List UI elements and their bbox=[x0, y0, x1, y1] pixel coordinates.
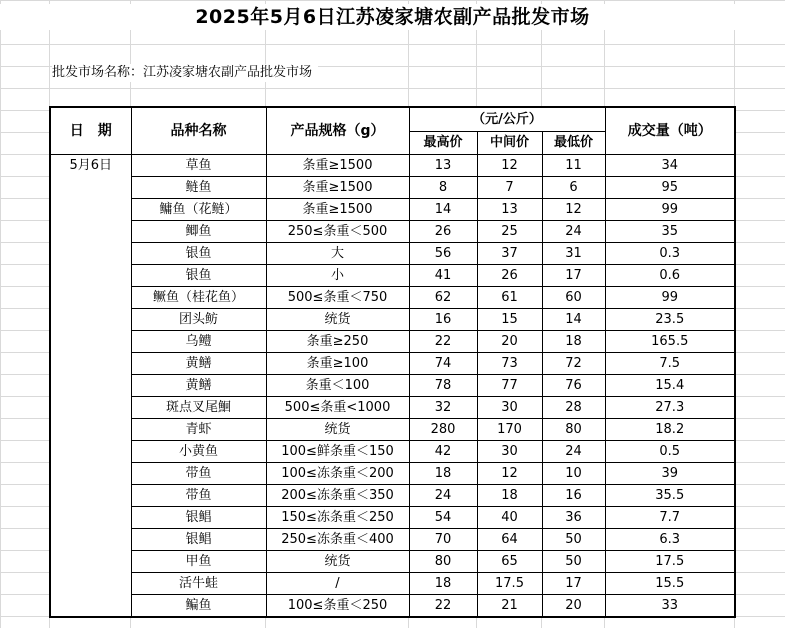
cell-mid: 25 bbox=[477, 221, 542, 243]
table-row bbox=[50, 529, 735, 551]
cell-mid: 21 bbox=[477, 595, 542, 618]
cell-high: 56 bbox=[409, 243, 477, 265]
cell-volume: 6.3 bbox=[605, 529, 735, 551]
cell-high: 32 bbox=[409, 397, 477, 419]
cell-date-empty bbox=[50, 309, 131, 331]
cell-name: 草鱼 bbox=[131, 155, 266, 177]
cell-date-empty bbox=[50, 243, 131, 265]
cell-high: 18 bbox=[409, 463, 477, 485]
table-row bbox=[50, 309, 735, 331]
cell-date-empty bbox=[50, 463, 131, 485]
table-row bbox=[50, 595, 735, 618]
table-row bbox=[50, 221, 735, 243]
cell-spec: 条重≥250 bbox=[266, 331, 409, 353]
cell-mid: 37 bbox=[477, 243, 542, 265]
cell-volume: 23.5 bbox=[605, 309, 735, 331]
cell-volume: 15.5 bbox=[605, 573, 735, 595]
cell-name: 银鱼 bbox=[131, 265, 266, 287]
cell-high: 78 bbox=[409, 375, 477, 397]
cell-low: 36 bbox=[542, 507, 605, 529]
cell-spec: 条重＜100 bbox=[266, 375, 409, 397]
cell-low: 60 bbox=[542, 287, 605, 309]
cell-spec: 统货 bbox=[266, 309, 409, 331]
cell-spec: 250≤条重＜500 bbox=[266, 221, 409, 243]
cell-volume: 7.5 bbox=[605, 353, 735, 375]
cell-low: 16 bbox=[542, 485, 605, 507]
cell-date-empty bbox=[50, 573, 131, 595]
cell-name: 青虾 bbox=[131, 419, 266, 441]
cell-high: 18 bbox=[409, 573, 477, 595]
cell-name: 小黄鱼 bbox=[131, 441, 266, 463]
cell-volume: 7.7 bbox=[605, 507, 735, 529]
cell-low: 24 bbox=[542, 441, 605, 463]
cell-high: 280 bbox=[409, 419, 477, 441]
cell-name: 乌鳢 bbox=[131, 331, 266, 353]
cell-high: 8 bbox=[409, 177, 477, 199]
cell-spec: 条重≥1500 bbox=[266, 155, 409, 177]
cell-name: 鳊鱼 bbox=[131, 595, 266, 618]
cell-low: 24 bbox=[542, 221, 605, 243]
table-row bbox=[50, 419, 735, 441]
cell-high: 74 bbox=[409, 353, 477, 375]
table-row bbox=[50, 287, 735, 309]
cell-mid: 64 bbox=[477, 529, 542, 551]
cell-high: 70 bbox=[409, 529, 477, 551]
table-row bbox=[50, 397, 735, 419]
cell-volume: 27.3 bbox=[605, 397, 735, 419]
cell-low: 50 bbox=[542, 551, 605, 573]
header-unit: （元/公斤） bbox=[409, 107, 605, 131]
cell-mid: 15 bbox=[477, 309, 542, 331]
cell-high: 42 bbox=[409, 441, 477, 463]
cell-mid: 17.5 bbox=[477, 573, 542, 595]
cell-mid: 30 bbox=[477, 397, 542, 419]
cell-volume: 33 bbox=[605, 595, 735, 618]
cell-name: 团头鲂 bbox=[131, 309, 266, 331]
cell-mid: 26 bbox=[477, 265, 542, 287]
cell-high: 80 bbox=[409, 551, 477, 573]
cell-volume: 35 bbox=[605, 221, 735, 243]
cell-mid: 20 bbox=[477, 331, 542, 353]
cell-name: 鲢鱼 bbox=[131, 177, 266, 199]
cell-name: 银鱼 bbox=[131, 243, 266, 265]
cell-spec: 大 bbox=[266, 243, 409, 265]
cell-name: 黄鳝 bbox=[131, 375, 266, 397]
header-date: 日 期 bbox=[50, 107, 131, 155]
cell-volume: 0.5 bbox=[605, 441, 735, 463]
table-row bbox=[50, 353, 735, 375]
cell-mid: 13 bbox=[477, 199, 542, 221]
cell-date-empty bbox=[50, 353, 131, 375]
cell-high: 26 bbox=[409, 221, 477, 243]
price-table bbox=[49, 106, 736, 618]
cell-date-empty bbox=[50, 419, 131, 441]
table-row bbox=[50, 551, 735, 573]
cell-high: 41 bbox=[409, 265, 477, 287]
cell-volume: 99 bbox=[605, 287, 735, 309]
cell-low: 20 bbox=[542, 595, 605, 618]
cell-date-empty bbox=[50, 287, 131, 309]
cell-mid: 61 bbox=[477, 287, 542, 309]
table-row bbox=[50, 507, 735, 529]
cell-spec: 统货 bbox=[266, 551, 409, 573]
cell-date-empty bbox=[50, 441, 131, 463]
cell-volume: 18.2 bbox=[605, 419, 735, 441]
cell-high: 24 bbox=[409, 485, 477, 507]
header-volume: 成交量（吨） bbox=[605, 107, 735, 155]
cell-date-empty bbox=[50, 485, 131, 507]
cell-name: 活牛蛙 bbox=[131, 573, 266, 595]
table-row bbox=[50, 463, 735, 485]
cell-high: 54 bbox=[409, 507, 477, 529]
cell-name: 甲鱼 bbox=[131, 551, 266, 573]
market-name-line: 批发市场名称：江苏凌家塘农副产品批发市场 bbox=[52, 64, 318, 82]
cell-date-empty bbox=[50, 199, 131, 221]
cell-spec: 150≤冻条重＜250 bbox=[266, 507, 409, 529]
cell-high: 13 bbox=[409, 155, 477, 177]
cell-date-empty bbox=[50, 507, 131, 529]
cell-mid: 30 bbox=[477, 441, 542, 463]
cell-low: 72 bbox=[542, 353, 605, 375]
cell-volume: 17.5 bbox=[605, 551, 735, 573]
table-row bbox=[50, 573, 735, 595]
table-row bbox=[50, 177, 735, 199]
cell-high: 22 bbox=[409, 331, 477, 353]
cell-high: 16 bbox=[409, 309, 477, 331]
cell-spec: 500≤条重<1000 bbox=[266, 397, 409, 419]
cell-low: 31 bbox=[542, 243, 605, 265]
cell-date-empty bbox=[50, 331, 131, 353]
cell-volume: 165.5 bbox=[605, 331, 735, 353]
cell-high: 14 bbox=[409, 199, 477, 221]
cell-name: 银鲳 bbox=[131, 507, 266, 529]
cell-name: 银鲳 bbox=[131, 529, 266, 551]
cell-date-empty bbox=[50, 397, 131, 419]
cell-name: 鲫鱼 bbox=[131, 221, 266, 243]
table-row bbox=[50, 155, 735, 177]
cell-low: 50 bbox=[542, 529, 605, 551]
cell-name: 黄鳝 bbox=[131, 353, 266, 375]
page-title: 2025年5月6日江苏凌家塘农副产品批发市场 bbox=[0, 4, 785, 30]
header-low: 最低价 bbox=[542, 131, 605, 154]
cell-spec: 200≤冻条重＜350 bbox=[266, 485, 409, 507]
cell-mid: 170 bbox=[477, 419, 542, 441]
cell-date: 5月6日 bbox=[50, 155, 131, 177]
cell-volume: 0.6 bbox=[605, 265, 735, 287]
cell-low: 6 bbox=[542, 177, 605, 199]
table-row bbox=[50, 265, 735, 287]
cell-date-empty bbox=[50, 221, 131, 243]
cell-volume: 99 bbox=[605, 199, 735, 221]
cell-name: 鳜鱼（桂花鱼） bbox=[131, 287, 266, 309]
cell-spec: 条重≥1500 bbox=[266, 199, 409, 221]
cell-low: 76 bbox=[542, 375, 605, 397]
cell-date-empty bbox=[50, 375, 131, 397]
header-spec: 产品规格（g） bbox=[266, 107, 409, 155]
cell-spec: 250≤冻条重＜400 bbox=[266, 529, 409, 551]
cell-low: 28 bbox=[542, 397, 605, 419]
cell-date-empty bbox=[50, 177, 131, 199]
header-row bbox=[50, 107, 735, 131]
table-row bbox=[50, 485, 735, 507]
cell-date-empty bbox=[50, 265, 131, 287]
cell-low: 17 bbox=[542, 573, 605, 595]
cell-mid: 12 bbox=[477, 155, 542, 177]
cell-high: 62 bbox=[409, 287, 477, 309]
cell-name: 带鱼 bbox=[131, 463, 266, 485]
table-row bbox=[50, 243, 735, 265]
cell-spec: 100≤鲜条重＜150 bbox=[266, 441, 409, 463]
cell-volume: 35.5 bbox=[605, 485, 735, 507]
cell-volume: 34 bbox=[605, 155, 735, 177]
header-mid: 中间价 bbox=[477, 131, 542, 154]
cell-mid: 18 bbox=[477, 485, 542, 507]
table-row bbox=[50, 375, 735, 397]
cell-mid: 77 bbox=[477, 375, 542, 397]
header-name: 品种名称 bbox=[131, 107, 266, 155]
cell-volume: 95 bbox=[605, 177, 735, 199]
table-row bbox=[50, 199, 735, 221]
cell-spec: 100≤冻条重＜200 bbox=[266, 463, 409, 485]
cell-mid: 65 bbox=[477, 551, 542, 573]
cell-mid: 40 bbox=[477, 507, 542, 529]
cell-volume: 0.3 bbox=[605, 243, 735, 265]
cell-spec: / bbox=[266, 573, 409, 595]
cell-mid: 73 bbox=[477, 353, 542, 375]
cell-mid: 12 bbox=[477, 463, 542, 485]
cell-spec: 条重≥1500 bbox=[266, 177, 409, 199]
cell-low: 12 bbox=[542, 199, 605, 221]
cell-spec: 条重≥100 bbox=[266, 353, 409, 375]
price-table-body bbox=[50, 107, 735, 617]
cell-name: 斑点叉尾鮰 bbox=[131, 397, 266, 419]
cell-date-empty bbox=[50, 595, 131, 618]
cell-low: 18 bbox=[542, 331, 605, 353]
cell-name: 鳙鱼（花鲢） bbox=[131, 199, 266, 221]
cell-low: 10 bbox=[542, 463, 605, 485]
cell-low: 11 bbox=[542, 155, 605, 177]
cell-mid: 7 bbox=[477, 177, 542, 199]
cell-date-empty bbox=[50, 529, 131, 551]
header-high: 最高价 bbox=[409, 131, 477, 154]
cell-spec: 100≤条重＜250 bbox=[266, 595, 409, 618]
cell-volume: 39 bbox=[605, 463, 735, 485]
cell-spec: 统货 bbox=[266, 419, 409, 441]
cell-spec: 500≤条重＜750 bbox=[266, 287, 409, 309]
table-row bbox=[50, 441, 735, 463]
cell-low: 80 bbox=[542, 419, 605, 441]
cell-low: 14 bbox=[542, 309, 605, 331]
cell-date-empty bbox=[50, 551, 131, 573]
cell-low: 17 bbox=[542, 265, 605, 287]
table-row bbox=[50, 331, 735, 353]
cell-spec: 小 bbox=[266, 265, 409, 287]
cell-volume: 15.4 bbox=[605, 375, 735, 397]
cell-high: 22 bbox=[409, 595, 477, 618]
cell-name: 带鱼 bbox=[131, 485, 266, 507]
